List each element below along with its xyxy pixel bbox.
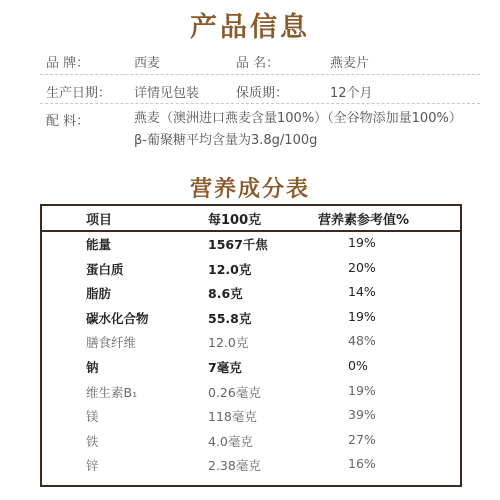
nutrient-amount: 0.26毫克 bbox=[208, 384, 261, 400]
header-nrv: 营养素参考值% bbox=[318, 213, 410, 228]
nutrient-amount: 12.0克 bbox=[208, 261, 252, 277]
nutrient-amount: 1567千焦 bbox=[208, 237, 268, 252]
nutrient-nrv: 19% bbox=[348, 235, 376, 250]
table-row bbox=[42, 232, 460, 256]
product-name-label: 品 名： bbox=[236, 56, 280, 71]
table-row bbox=[42, 404, 460, 428]
info-row-brand-name bbox=[0, 50, 500, 74]
nutrient-amount: 8.6克 bbox=[208, 286, 243, 302]
nutrient-amount: 2.38毫克 bbox=[208, 458, 261, 474]
nutrient-nrv: 48% bbox=[348, 333, 376, 349]
nutrient-name: 镁 bbox=[86, 409, 99, 425]
nutrient-name: 碳水化合物 bbox=[86, 310, 149, 326]
divider bbox=[40, 103, 480, 104]
table-row bbox=[42, 453, 460, 477]
table-row bbox=[42, 355, 460, 379]
ingredients-line-2: β-葡聚糖平均含量为3.8g/100g bbox=[134, 133, 318, 148]
nutrient-nrv: 39% bbox=[348, 407, 376, 423]
nutrient-amount: 7毫克 bbox=[208, 360, 242, 375]
nutrient-nrv: 20% bbox=[348, 259, 376, 275]
nutrition-title: 营养成分表 bbox=[189, 177, 310, 202]
production-date-value: 详情见包装 bbox=[134, 86, 200, 101]
nutrient-name: 能量 bbox=[86, 237, 112, 252]
nutrient-name: 膳食纤维 bbox=[86, 335, 137, 351]
info-row-date-shelf bbox=[0, 80, 500, 104]
table-row bbox=[42, 306, 460, 330]
header-item: 项目 bbox=[86, 213, 113, 228]
nutrient-nrv: 0% bbox=[348, 358, 368, 373]
shelf-life-value: 12个月 bbox=[330, 86, 373, 101]
ingredients-label: 配 料： bbox=[46, 114, 90, 129]
table-row bbox=[42, 257, 460, 281]
table-row bbox=[42, 281, 460, 305]
page-title: 产品信息 bbox=[190, 12, 310, 43]
divider bbox=[40, 74, 480, 75]
nutrient-nrv: 19% bbox=[348, 308, 376, 324]
brand-label: 品 牌： bbox=[46, 56, 90, 71]
ingredients-value bbox=[134, 108, 462, 152]
nutrient-name: 脂肪 bbox=[86, 286, 112, 302]
table-row bbox=[42, 429, 460, 453]
nutrient-name: 维生素B₁ bbox=[86, 384, 138, 400]
table-row bbox=[42, 380, 460, 404]
nutrition-table-header bbox=[42, 206, 460, 232]
nutrient-amount: 55.8克 bbox=[208, 310, 252, 326]
nutrient-nrv: 14% bbox=[348, 284, 376, 300]
nutrition-table bbox=[40, 204, 462, 487]
table-row bbox=[42, 330, 460, 354]
nutrient-amount: 12.0克 bbox=[208, 335, 249, 351]
nutrient-name: 铁 bbox=[86, 433, 99, 449]
ingredients-line-1: 燕麦（澳洲进口燕麦含量100%）（全谷物添加量100%） bbox=[134, 111, 462, 126]
product-name-value: 燕麦片 bbox=[330, 56, 370, 71]
header-per-100g: 每100克 bbox=[208, 213, 262, 228]
nutrient-name: 锌 bbox=[86, 458, 99, 474]
nutrient-name: 蛋白质 bbox=[86, 261, 124, 277]
nutrient-nrv: 19% bbox=[348, 382, 376, 398]
nutrient-name: 钠 bbox=[86, 360, 99, 375]
nutrient-nrv: 27% bbox=[348, 431, 376, 447]
brand-value: 西麦 bbox=[134, 56, 161, 71]
production-date-label: 生产日期： bbox=[46, 86, 112, 101]
nutrient-amount: 118毫克 bbox=[208, 409, 257, 425]
nutrient-nrv: 16% bbox=[348, 456, 376, 472]
nutrient-amount: 4.0毫克 bbox=[208, 433, 253, 449]
shelf-life-label: 保质期： bbox=[236, 86, 289, 101]
